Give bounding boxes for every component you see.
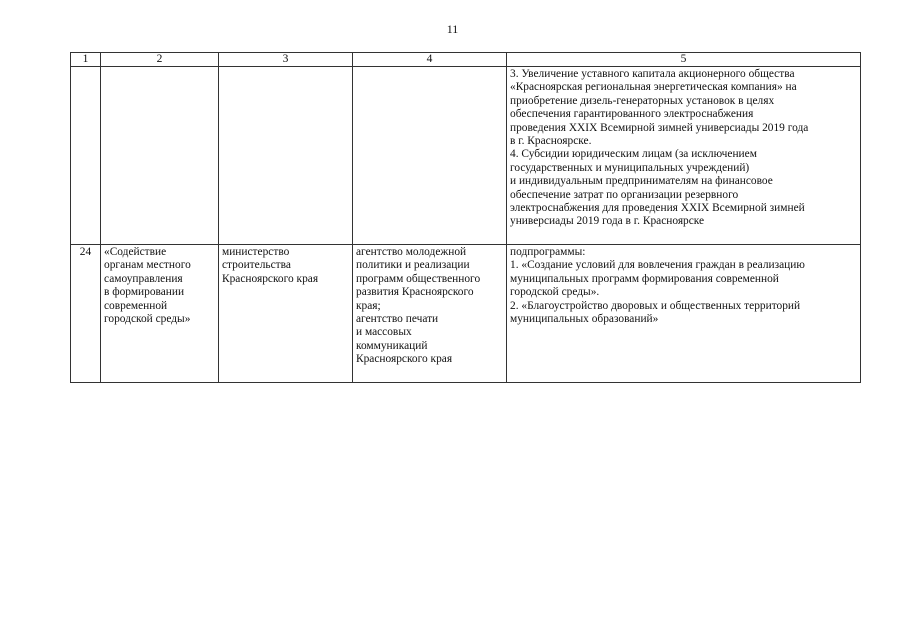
- text-line: органам местного: [104, 259, 191, 272]
- text-line: Красноярского края: [356, 353, 453, 366]
- text-line: коммуникаций: [356, 339, 428, 352]
- text-line: 3. Увеличение уставного капитала акционерного общества: [510, 68, 795, 80]
- program-table: [70, 52, 861, 383]
- text-line: городской среды»: [104, 313, 191, 326]
- text-line: строительства: [222, 259, 291, 272]
- text-line: универсиады 2019 года в г. Красноярске: [510, 215, 705, 228]
- text-line: обеспечение затрат по организации резервного: [510, 188, 739, 201]
- co-executors-cell: [353, 67, 507, 245]
- text-line: в формировании: [104, 286, 185, 299]
- text-line: политики и реализации: [356, 259, 470, 272]
- responsible-executor-cell: [219, 245, 353, 383]
- text-line: агентство молодежной: [356, 246, 467, 258]
- program-content-cell: [507, 67, 861, 245]
- text-line: электроснабжения для проведения XXIX Всемирной зимней: [510, 202, 805, 215]
- responsible-executor-cell: [219, 67, 353, 245]
- text-line: агентство печати: [356, 313, 439, 326]
- program-content-cell: [507, 245, 861, 383]
- program-name-cell: [101, 67, 219, 245]
- row-number-cell: 24: [71, 245, 101, 383]
- text-line: «Содействие: [104, 246, 167, 258]
- text-line: 4. Субсидии юридическим лицам (за исключением: [510, 148, 757, 161]
- co-executors-cell: [353, 245, 507, 383]
- text-line: края;: [356, 299, 381, 312]
- text-line: министерство: [222, 246, 290, 258]
- program-name-cell: [101, 245, 219, 383]
- row-number-cell: [71, 67, 101, 245]
- text-line: программ общественного: [356, 272, 481, 285]
- table-row: [71, 67, 861, 245]
- text-line: 2. «Благоустройство дворовых и общественных территорий: [510, 299, 801, 312]
- header-cell-1: 1: [71, 53, 101, 67]
- header-row: [71, 53, 861, 67]
- text-line: государственных и муниципальных учреждений): [510, 161, 750, 174]
- text-line: проведения XXIX Всемирной зимней универсиады 2019 года: [510, 121, 809, 134]
- text-line: и индивидуальным предпринимателям на финансовое: [510, 175, 773, 188]
- header-cell-5: 5: [507, 53, 861, 67]
- text-line: в г. Красноярске.: [510, 135, 592, 148]
- text-line: подпрограммы:: [510, 246, 586, 258]
- text-line: развития Красноярского: [356, 286, 474, 299]
- header-cell-4: 4: [353, 53, 507, 67]
- text-line: городской среды».: [510, 286, 600, 299]
- text-line: самоуправления: [104, 272, 183, 285]
- text-line: обеспечения гарантированного электроснабжения: [510, 108, 754, 121]
- page-number: 11: [446, 22, 459, 36]
- header-cell-3: 3: [219, 53, 353, 67]
- text-line: муниципальных образований»: [510, 313, 659, 326]
- table-row: [71, 245, 861, 383]
- text-line: и массовых: [356, 326, 412, 339]
- text-line: 1. «Создание условий для вовлечения граждан в реализацию: [510, 259, 805, 272]
- header-cell-2: 2: [101, 53, 219, 67]
- text-line: Красноярского края: [222, 272, 319, 285]
- text-line: муниципальных программ формирования современной: [510, 272, 779, 285]
- text-line: современной: [104, 299, 168, 312]
- text-line: приобретение дизель-генераторных установок в целях: [510, 94, 775, 107]
- text-line: «Красноярская региональная энергетическая компания» на: [510, 81, 797, 94]
